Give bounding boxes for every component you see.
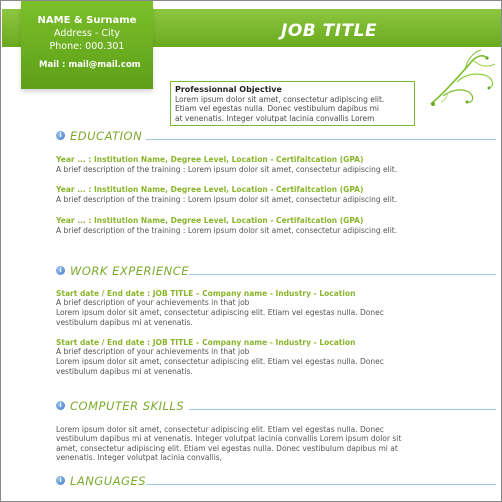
section-title: LANGUAGES [70,474,147,488]
floral-swirl-icon [421,46,501,116]
info-bullet-icon: i [56,266,65,275]
objective-line: Etiam vel egestas nulla. Donec vestibulum dapibus mi [175,104,379,113]
skills-line: vestibulum dapibus mi at venenatis. Integer volutpat lacinia convallis Lorem ipsum dolor sit [56,434,402,443]
section-rule [146,139,496,140]
education-entry-desc: A brief description of the training : Lorem ipsum dolor sit amet, consectetur adipiscing elit. [56,195,398,204]
objective-title: Professionnal Objective [175,85,282,94]
contact-name: NAME & Surname [37,15,137,26]
education-entry-title: Year ... : Institution Name, Degree Level, Location - Certifaitcation (GPA) [56,155,364,164]
section-rule [189,409,496,410]
contact-phone: Phone: 000.301 [49,41,125,52]
info-bullet-icon: i [56,401,65,410]
section-title: COMPUTER SKILLS [70,399,185,413]
section-title: WORK EXPERIENCE [70,264,190,278]
contact-address: Address - City [54,28,120,39]
experience-entry-line: vestibulum dapibus mi at venenatis. [56,318,193,327]
experience-entry-line: vestibulum dapibus mi at venenatis. [56,367,193,376]
section-title: EDUCATION [70,129,143,143]
experience-entry-line: Lorem ipsum dolor sit amet, consectetur adipiscing elit. Etiam vel egestas nulla. Donec [56,308,384,317]
contact-box [21,1,153,89]
skills-line: venenatis. Integer volutpat lacinia convallis, [56,453,223,462]
contact-mail: Mail : mail@mail.com [39,60,141,70]
education-entry-title: Year ... : Institution Name, Degree Level, Location - Certifaitcation (GPA) [56,216,364,225]
experience-entry-line: Lorem ipsum dolor sit amet, consectetur adipiscing elit. Etiam vel egestas nulla. Donec [56,357,384,366]
experience-entry-line: A brief description of your achievements in that job [56,298,250,307]
objective-line: Lorem ipsum dolor sit amet, consectetur adipiscing elit. [175,94,385,104]
objective-box [170,81,415,126]
education-entry-desc: A brief description of the training : Lorem ipsum dolor sit amet, consectetur adipiscing elit. [56,226,398,235]
experience-entry-line: A brief description of your achievements in that job [56,347,250,356]
job-title: JOB TITLE [281,21,378,41]
skills-line: Lorem ipsum dolor sit amet, consectetur adipiscing elit. Etiam vel egestas nulla. Donec [56,425,384,434]
info-bullet-icon: i [56,476,65,485]
objective-line: at venenatis. Integer volutpat lacinia convallis Lorem [175,113,375,123]
education-entry-title: Year ... : Institution Name, Degree Level, Location - Certifaitcation (GPA) [56,185,364,194]
info-bullet-icon: i [56,131,65,140]
skills-line: amet, consectetur adipiscing elit. Etiam vel egestas nulla. Donec vestibulum dapibus mi at [56,444,398,453]
section-rule [146,484,496,485]
section-rule [189,274,496,275]
experience-entry-title: Start date / End date : JOB TITLE – Company name - Industry - Location [56,289,356,298]
education-entry-desc: A brief description of the training : Lorem ipsum dolor sit amet, consectetur adipiscing elit. [56,165,398,174]
experience-entry-title: Start date / End date : JOB TITLE – Company name - Industry - Location [56,338,356,347]
